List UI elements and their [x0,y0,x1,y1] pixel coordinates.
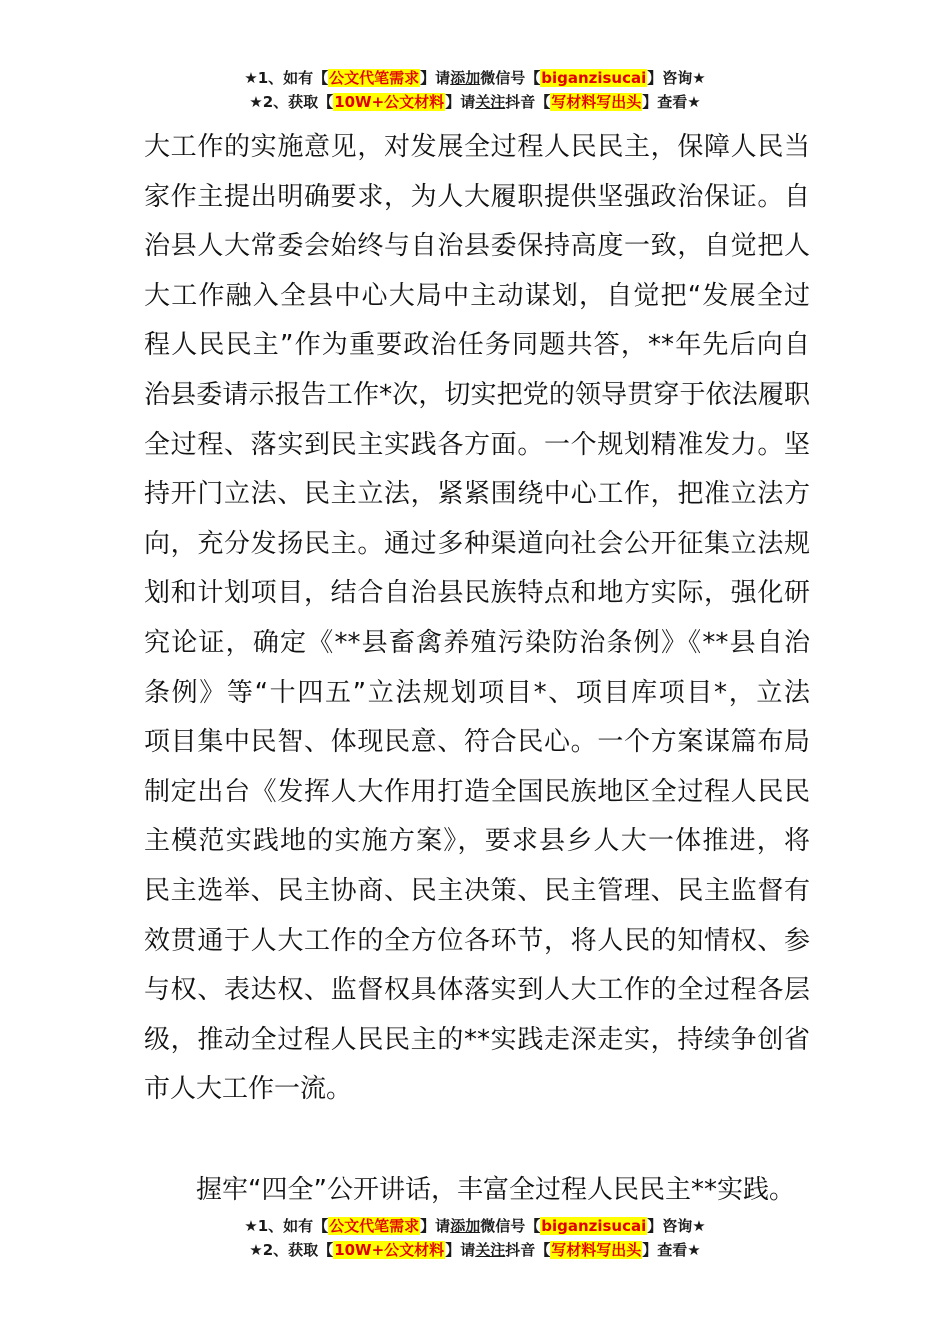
footer-banner [0,1214,950,1262]
header-banner [0,66,950,114]
highlight-ghostwriting: 公文代笔需求 [329,69,420,87]
banner-text: 】咨询★ [647,69,706,87]
paragraph-line: 究论证，确定《**县畜禽养殖污染防治条例》《**县自治 [144,627,810,658]
paragraph-line: 大工作的实施意见，对发展全过程人民民主，保障人民当 [144,132,810,162]
banner-text: 】请 [420,1217,451,1235]
underlined-follow: 关注 [475,1241,506,1259]
paragraph-line: 效贯通于人大工作的全方位各环节，将人民的知情权、参 [144,925,810,956]
underlined-add: 添加 [450,1217,481,1235]
highlight-ghostwriting: 公文代笔需求 [329,1217,420,1235]
highlight-materials: 10W+公文材料 [334,93,445,111]
underlined-follow: 关注 [475,93,506,111]
banner-line-2 [0,90,950,114]
highlight-douyin-account: 写材料写出头 [551,93,642,111]
paragraph-line: 治县委请示报告工作*次，切实把党的领导贯穿于依法履职 [144,379,810,410]
paragraph-line: 全过程、落实到民主实践各方面。一个规划精准发力。坚 [144,429,810,460]
paragraph-line: 与权、表达权、监督权具体落实到人大工作的全过程各层 [144,975,810,1006]
banner-line-1 [0,66,950,90]
section-subheading: 握牢“四全”公开讲话，丰富全过程人民民主**实践。 [196,1175,795,1205]
banner-text: 抖音【 [505,1241,551,1259]
highlight-douyin-account: 写材料写出头 [551,1241,642,1259]
paragraph-line: 治县人大常委会始终与自治县委保持高度一致，自觉把人 [144,231,810,262]
banner-text: 】请 [445,1241,476,1259]
paragraph-line: 大工作融入全县中心大局中主动谋划，自觉把“发展全过 [144,280,810,311]
paragraph-line: 程人民民主”作为重要政治任务同题共答，**年先后向自 [144,330,810,361]
banner-text: 】请 [420,69,451,87]
paragraph-line: 条例》等“十四五”立法规划项目*、项目库项目*，立法 [144,677,810,708]
paragraph-line: 级，推动全过程人民民主的**实践走深走实，持续争创省 [144,1024,810,1055]
paragraph-line: 划和计划项目，结合自治县民族特点和地方实际，强化研 [144,578,810,609]
paragraph-line: 制定出台《发挥人大作用打造全国民族地区全过程人民民 [144,776,810,807]
paragraph-line: 家作主提出明确要求，为人大履职提供坚强政治保证。自 [144,181,810,212]
banner-text: 微信号【 [480,69,541,87]
body-paragraph [144,123,810,1115]
banner-text: ★1、如有【 [244,1217,329,1235]
banner-text: 】查看★ [642,93,701,111]
banner-line-1 [0,1214,950,1238]
banner-text: ★2、获取【 [249,1241,334,1259]
paragraph-line: 项目集中民智、体现民意、符合民心。一个方案谋篇布局 [144,727,810,758]
banner-text: ★2、获取【 [249,93,334,111]
paragraph-line: 民主选举、民主协商、民主决策、民主管理、民主监督有 [144,875,810,906]
highlight-wechat-id: biganzisucai [541,1217,647,1235]
banner-text: 抖音【 [505,93,551,111]
banner-text: 】查看★ [642,1241,701,1259]
banner-text: ★1、如有【 [244,69,329,87]
banner-text: 】咨询★ [647,1217,706,1235]
highlight-materials: 10W+公文材料 [334,1241,445,1259]
banner-line-2 [0,1238,950,1262]
paragraph-line: 市人大工作一流。 [144,1074,353,1105]
paragraph-line: 向，充分发扬民主。通过多种渠道向社会公开征集立法规 [144,528,810,559]
paragraph-line: 持开门立法、民主立法，紧紧围绕中心工作，把准立法方 [144,479,810,510]
banner-text: 微信号【 [480,1217,541,1235]
banner-text: 】请 [445,93,476,111]
highlight-wechat-id: biganzisucai [541,69,647,87]
underlined-add: 添加 [450,69,481,87]
paragraph-line: 主模范实践地的实施方案》，要求县乡人大一体推进，将 [144,826,810,857]
